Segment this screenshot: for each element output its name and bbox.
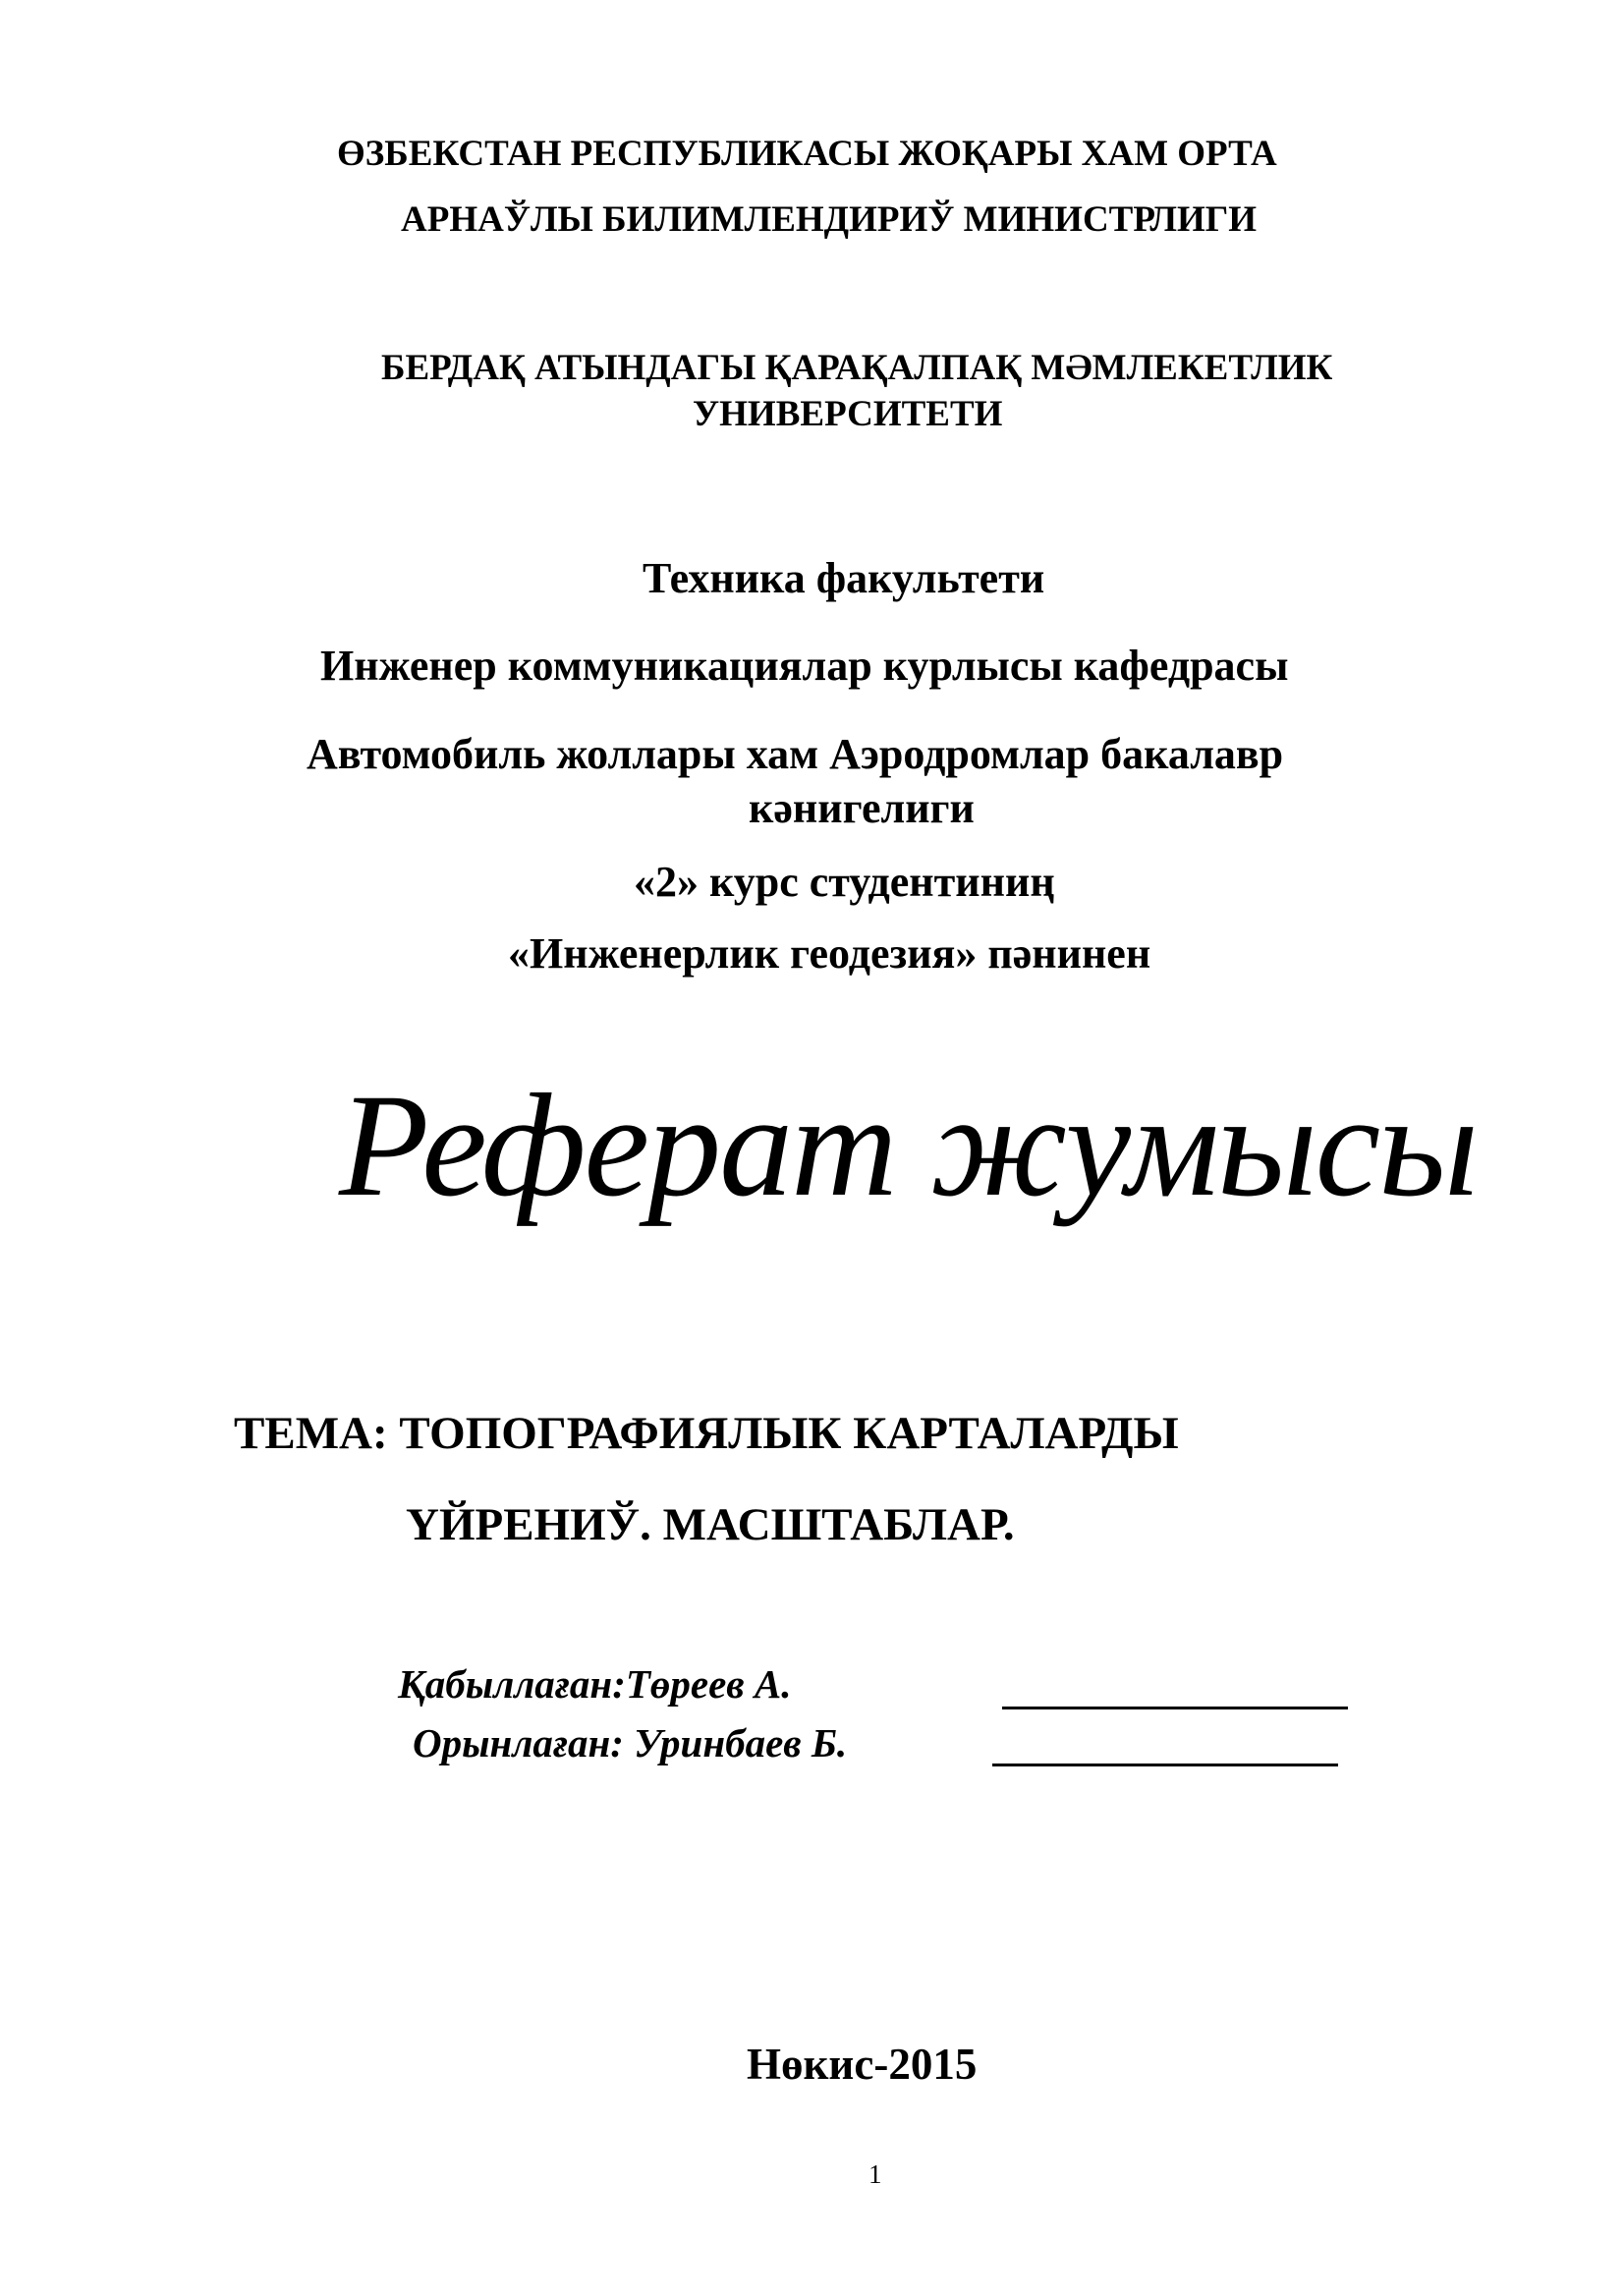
- performed-signature-line: [992, 1764, 1338, 1766]
- topic-line-1: ТЕМА: ТОПОГРАФИЯЛЫК КАРТАЛАРДЫ: [234, 1408, 1179, 1459]
- university-line-1: БЕРДАҚ АТЫНДАГЫ ҚАРАҚАЛПАҚ МӘМЛЕКЕТЛИК: [381, 348, 1333, 388]
- page-number: 1: [868, 2159, 882, 2189]
- subject: «Инженерлик геодезия» пәнинен: [508, 929, 1151, 978]
- accepted-by: Қабыллаған:Төреев А.: [398, 1661, 792, 1707]
- department: Инженер коммуникациялар курлысы кафедрасы: [320, 642, 1289, 690]
- accepted-signature-line: [1002, 1707, 1348, 1709]
- performed-by: Орынлаған: Уринбаев Б.: [413, 1720, 848, 1765]
- city-year: Нөкис-2015: [747, 2040, 978, 2089]
- course: «2» курс студентиниң: [634, 858, 1055, 906]
- ministry-line-1: ӨЗБЕКСТАН РЕСПУБЛИКАСЫ ЖОҚАРЫ ХАМ ОРТА: [337, 134, 1277, 174]
- document-title: Реферат жумысы: [339, 1064, 1477, 1227]
- faculty: Техника факультети: [643, 554, 1045, 602]
- topic-line-2: ҮЙРЕНИЎ. МАСШТАБЛАР.: [406, 1499, 1015, 1550]
- specialty-line-2: кәнигелиги: [749, 784, 975, 832]
- specialty-line-1: Автомобиль жоллары хам Аэродромлар бакалавр: [307, 730, 1284, 778]
- university-line-2: УНИВЕРСИТЕТИ: [693, 394, 1003, 434]
- ministry-line-2: АРНАЎЛЫ БИЛИМЛЕНДИРИЎ МИНИСТРЛИГИ: [401, 199, 1258, 240]
